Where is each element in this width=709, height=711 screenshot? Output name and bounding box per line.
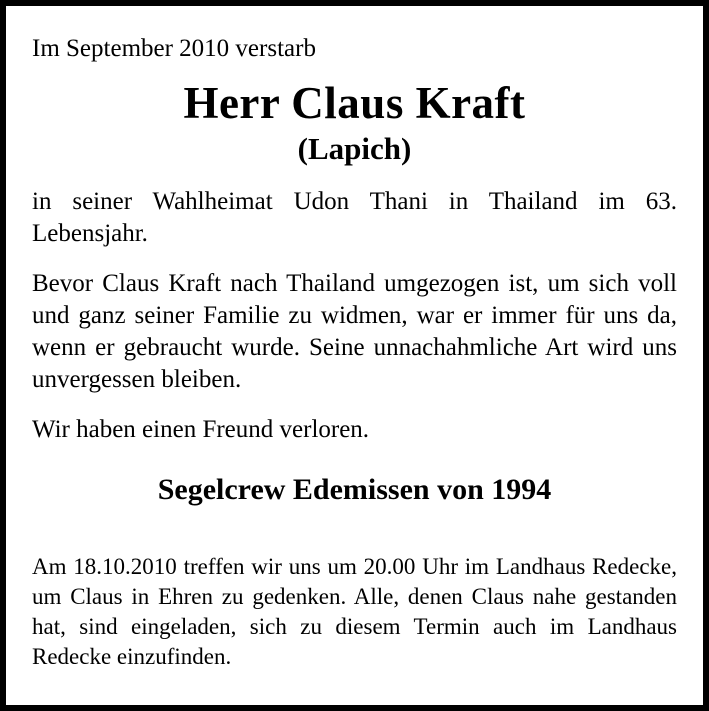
deceased-name: Herr Claus Kraft	[183, 78, 526, 128]
memorial-gathering-details: Am 18.10.2010 treffen wir uns um 20.00 Uhr im Landhaus Redecke, um Claus in Ehren zu gedenken. Alle, denen Claus nahe gestanden hat, sind eingeladen, sich zu diesem Termin auch im Landhaus Redecke einzufinden.	[32, 553, 677, 669]
intro-line: Im September 2010 verstarb	[32, 35, 316, 62]
memorial-paragraph-1: Bevor Claus Kraft nach Thailand umgezogen ist, um sich voll und ganz seiner Familie zu widmen, war er immer für uns da, wenn er gebraucht wurde. Seine unnachahmliche Art wird uns unvergessen bleiben.	[32, 269, 677, 393]
place-of-death-line: in seiner Wahlheimat Udon Thani in Thailand im 63. Lebensjahr.	[32, 187, 677, 247]
signatory-group: Segelcrew Edemissen von 1994	[157, 472, 552, 506]
memorial-paragraph-2: Wir haben einen Freund verloren.	[32, 415, 370, 443]
deceased-alias: (Lapich)	[297, 130, 412, 166]
divider-spacer	[32, 538, 677, 552]
